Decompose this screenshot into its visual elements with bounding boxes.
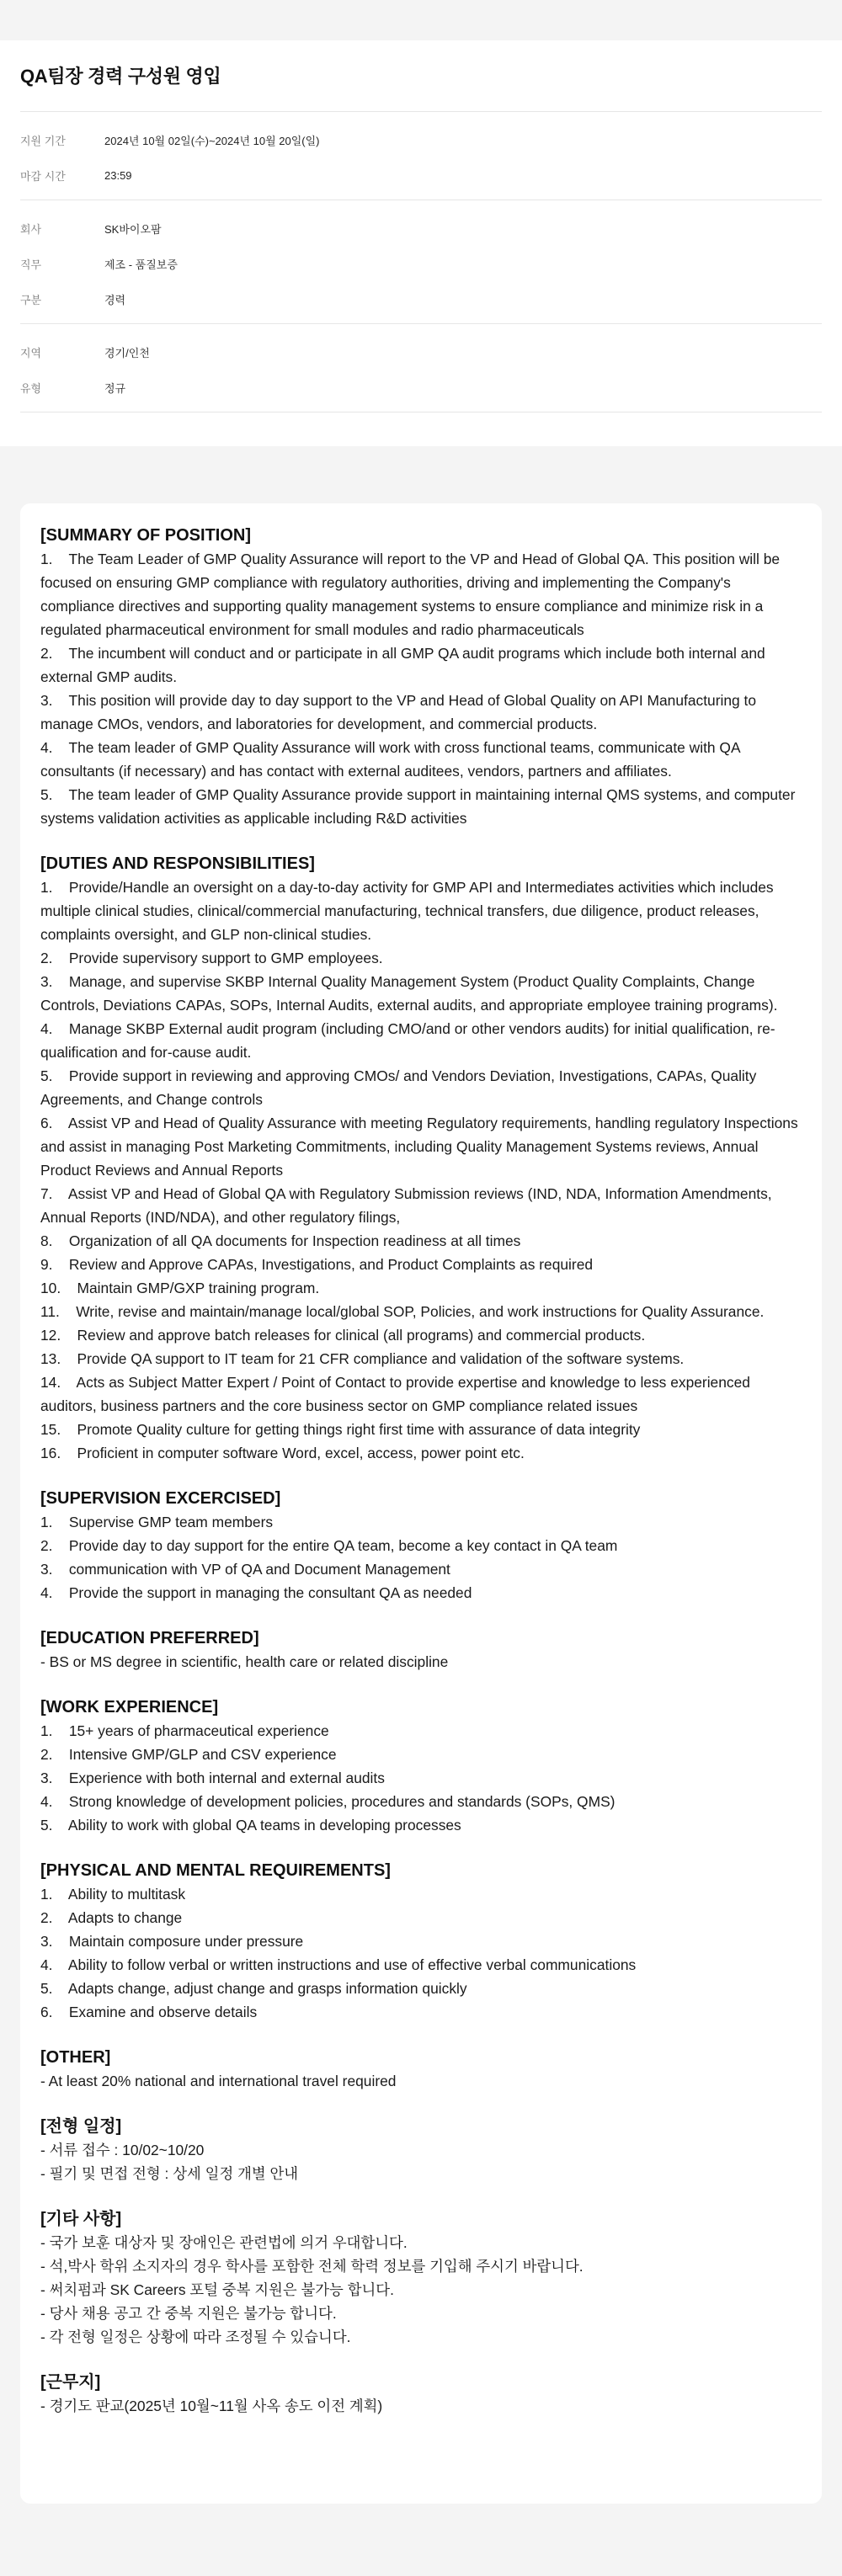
- section-heading: [기타 사항]: [40, 2210, 122, 2228]
- description-section: [40, 1626, 802, 1674]
- info-label: 구분: [20, 293, 42, 306]
- section-line: 1. The Team Leader of GMP Quality Assurance will report to the VP and Head of Global QA. This position will be focused on ensuring GMP compliance with regulatory authorities, driving and implementing the Company's compliance directives and supporting quality management systems to ensure compliance and minimize risk in a regulated pharmaceutical environment for small modules and radio pharmaceuticals: [40, 551, 784, 638]
- section-line: 4. The team leader of GMP Quality Assurance will work with cross functional teams, communicate with QA consultants (if necessary) and has contact with external auditees, vendors, partners and affiliates.: [40, 739, 744, 780]
- section-line: 12. Review and approve batch releases for clinical (all programs) and commercial products.: [40, 1327, 646, 1344]
- section-line: 5. Adapts change, adjust change and grasps information quickly: [40, 1980, 467, 1997]
- section-heading: [SUMMARY OF POSITION]: [40, 526, 251, 545]
- section-heading: [SUPERVISION EXCERCISED]: [40, 1489, 281, 1508]
- info-label: 지역: [20, 346, 42, 359]
- period-info-group: [20, 111, 822, 200]
- section-line: 1. Supervise GMP team members: [40, 1514, 274, 1530]
- section-line: 10. Maintain GMP/GXP training program.: [40, 1280, 320, 1296]
- description-section: [40, 852, 802, 1465]
- section-line: - 써치펌과 SK Careers 포털 중복 지원은 불가능 합니다.: [40, 2281, 394, 2298]
- section-line: 4. Provide the support in managing the consultant QA as needed: [40, 1584, 472, 1601]
- info-row-application-period: [20, 122, 822, 157]
- section-line: - 필기 및 면접 전형 : 상세 일정 개별 안내: [40, 2165, 299, 2182]
- section-line: 3. Maintain composure under pressure: [40, 1933, 304, 1950]
- section-line: 6. Examine and observe details: [40, 2004, 258, 2020]
- section-line: - 국가 보훈 대상자 및 장애인은 관련법에 의거 우대합니다.: [40, 2234, 408, 2251]
- info-row-career-type: [20, 281, 822, 317]
- section-line: 4. Strong knowledge of development policies, procedures and standards (SOPs, QMS): [40, 1793, 616, 1810]
- description-section: [40, 2371, 802, 2418]
- section-line: - 석,박사 학위 소지자의 경우 학사를 포함한 전체 학력 정보를 기입해 주시기 바랍니다.: [40, 2258, 584, 2275]
- section-line: - 당사 채용 공고 간 중복 지원은 불가능 합니다.: [40, 2305, 337, 2322]
- section-line: 3. communication with VP of QA and Document Management: [40, 1561, 450, 1578]
- section-line: 8. Organization of all QA documents for Inspection readiness at all times: [40, 1232, 521, 1249]
- section-line: 16. Proficient in computer software Word, excel, access, power point etc.: [40, 1445, 525, 1461]
- info-value: SK바이오팜: [104, 222, 162, 236]
- info-value: 23:59: [104, 168, 132, 182]
- section-line: 1. 15+ years of pharmaceutical experience: [40, 1722, 329, 1739]
- section-heading: [EDUCATION PREFERRED]: [40, 1629, 259, 1647]
- info-label: 직무: [20, 258, 42, 271]
- section-line: 6. Assist VP and Head of Quality Assurance with meeting Regulatory requirements, handling regulatory Inspections and assist in managing Post Marketing Commitments, including Quality Management Systems reviews, Annual Product Reviews and Annual Reports: [40, 1115, 802, 1179]
- section-line: 2. Provide day to day support for the entire QA team, become a key contact in QA team: [40, 1537, 618, 1554]
- description-section: [40, 524, 802, 830]
- info-row-deadline-time: [20, 157, 822, 193]
- section-line: 3. This position will provide day to day support to the VP and Head of Global Quality on API Manufacturing to manage CMOs, vendors, and laboratories for development, and commercial products.: [40, 692, 760, 732]
- section-heading: [WORK EXPERIENCE]: [40, 1698, 219, 1716]
- info-label: 마감 시간: [20, 169, 66, 183]
- section-line: - 각 전형 일정은 상황에 따라 조정될 수 있습니다.: [40, 2329, 351, 2345]
- description-section: [40, 2046, 802, 2093]
- section-line: 2. Adapts to change: [40, 1909, 183, 1926]
- job-description-card: [20, 503, 822, 2504]
- info-row-employment-type: [20, 370, 822, 405]
- description-section: [40, 1487, 802, 1605]
- description-section: [40, 2115, 802, 2185]
- section-line: - 경기도 판교(2025년 10월~11월 사옥 송도 이전 계획): [40, 2398, 383, 2414]
- description-section: [40, 1695, 802, 1837]
- section-line: 2. The incumbent will conduct and or participate in all GMP QA audit programs which include both internal and external GMP audits.: [40, 645, 770, 685]
- section-line: 3. Experience with both internal and external audits: [40, 1770, 385, 1786]
- job-info-panel: [0, 40, 842, 446]
- section-line: 5. Provide support in reviewing and approving CMOs/ and Vendors Deviation, Investigations, CAPAs, Quality Agreements, and Change controls: [40, 1067, 760, 1108]
- section-gap: [0, 446, 842, 503]
- section-line: 13. Provide QA support to IT team for 21 CFR compliance and validation of the software systems.: [40, 1350, 685, 1367]
- section-heading: [근무지]: [40, 2373, 101, 2392]
- location-info-group: [20, 323, 822, 412]
- info-value: 경력: [104, 293, 126, 306]
- section-heading: [OTHER]: [40, 2048, 111, 2067]
- section-line: 1. Provide/Handle an oversight on a day-to-day activity for GMP API and Intermediates activities which includes multiple clinical studies, clinical/commercial manufacturing, technical transfers, due diligence, product releases, complaints oversight, and GLP non-clinical studies.: [40, 879, 778, 943]
- info-label: 유형: [20, 381, 42, 395]
- section-heading: [DUTIES AND RESPONSIBILITIES]: [40, 854, 315, 873]
- top-spacer: [0, 0, 842, 40]
- section-line: 1. Ability to multitask: [40, 1886, 186, 1903]
- info-label: 지원 기간: [20, 134, 66, 147]
- info-row-region: [20, 334, 822, 370]
- info-row-job-function: [20, 246, 822, 281]
- section-line: - At least 20% national and international travel required: [40, 2073, 397, 2089]
- info-value: 제조 - 품질보증: [104, 258, 178, 271]
- description-section: [40, 1859, 802, 2024]
- section-line: 2. Intensive GMP/GLP and CSV experience: [40, 1746, 337, 1763]
- section-line: - BS or MS degree in scientific, health care or related discipline: [40, 1653, 449, 1670]
- section-line: 14. Acts as Subject Matter Expert / Point of Contact to provide expertise and knowledge to less experienced auditors, business partners and the core business sector on GMP compliance related issues: [40, 1374, 754, 1414]
- section-line: 4. Manage SKBP External audit program (including CMO/and or other vendors audits) for initial qualification, re-qualification and for-cause audit.: [40, 1020, 775, 1061]
- section-line: 7. Assist VP and Head of Global QA with Regulatory Submission reviews (IND, NDA, Information Amendments, Annual Reports (IND/NDA), and other regulatory filings,: [40, 1185, 775, 1226]
- description-section: [40, 2207, 802, 2349]
- job-title: QA팀장 경력 구성원 영입: [20, 66, 221, 87]
- info-row-company: [20, 210, 822, 246]
- section-line: 9. Review and Approve CAPAs, Investigations, and Product Complaints as required: [40, 1256, 594, 1273]
- section-line: 3. Manage, and supervise SKBP Internal Quality Management System (Product Quality Complaints, Change Controls, Deviations CAPAs, SOPs, Internal Audits, external audits, and appropriate employee training programs).: [40, 973, 778, 1014]
- section-line: 11. Write, revise and maintain/manage local/global SOP, Policies, and work instructions for Quality Assurance.: [40, 1303, 765, 1320]
- company-info-group: [20, 200, 822, 323]
- section-line: 5. The team leader of GMP Quality Assurance provide support in maintaining internal QMS systems, and computer systems validation activities as applicable including R&D activities: [40, 786, 800, 827]
- info-value: 2024년 10월 02일(수)~2024년 10월 20일(일): [104, 134, 320, 147]
- section-heading: [PHYSICAL AND MENTAL REQUIREMENTS]: [40, 1861, 391, 1880]
- info-label: 회사: [20, 222, 42, 236]
- section-line: - 서류 접수 : 10/02~10/20: [40, 2142, 205, 2158]
- info-value: 정규: [104, 381, 126, 395]
- section-heading: [전형 일정]: [40, 2117, 122, 2136]
- section-line: 5. Ability to work with global QA teams in developing processes: [40, 1817, 461, 1834]
- section-line: 2. Provide supervisory support to GMP employees.: [40, 950, 383, 966]
- section-line: 4. Ability to follow verbal or written instructions and use of effective verbal communications: [40, 1956, 637, 1973]
- section-line: 15. Promote Quality culture for getting things right first time with assurance of data integrity: [40, 1421, 641, 1438]
- info-value: 경기/인천: [104, 346, 150, 359]
